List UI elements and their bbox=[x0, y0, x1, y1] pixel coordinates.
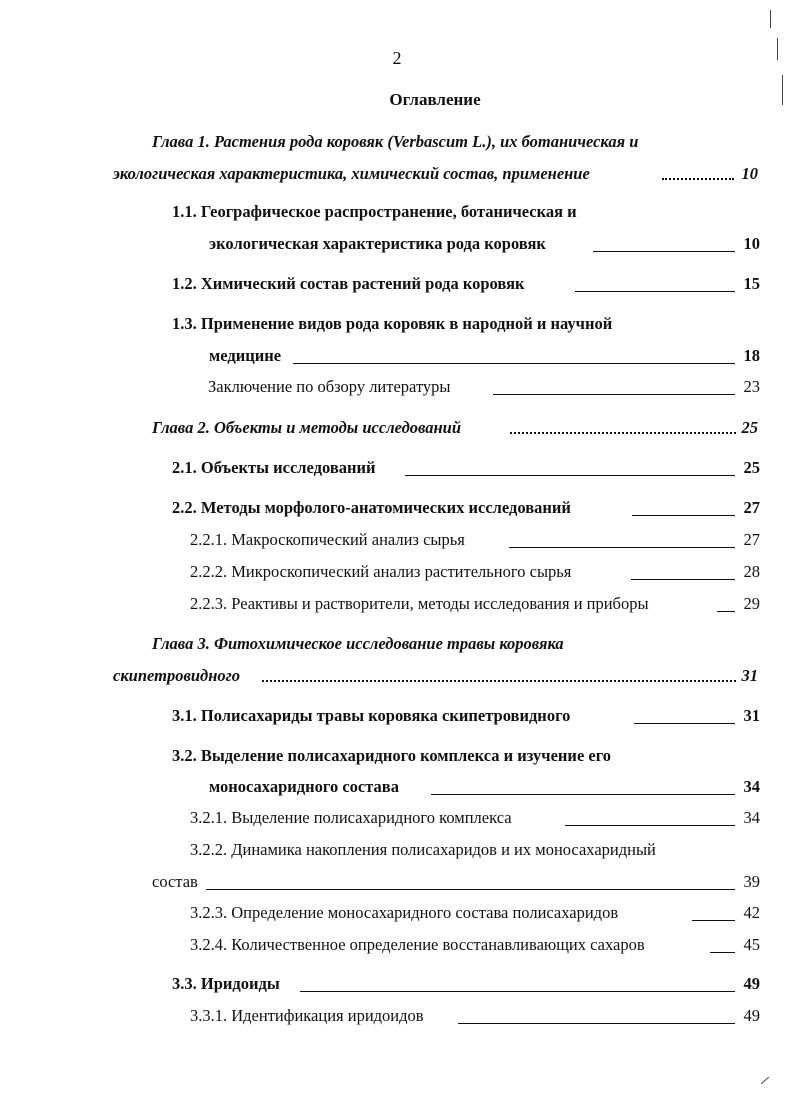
toc-section-1-3-line-2[interactable]: медицине bbox=[209, 346, 282, 365]
leader-line bbox=[293, 363, 735, 364]
toc-page-number: 23 bbox=[743, 377, 760, 396]
toc-page-number: 49 bbox=[743, 1006, 760, 1025]
toc-page-number: 25 bbox=[743, 458, 760, 477]
toc-subsection-3-2-4[interactable]: 3.2.4. Количественное определение восстанавливающих сахаров bbox=[190, 935, 645, 954]
leader-line bbox=[431, 794, 735, 795]
toc-page-number: 31 bbox=[743, 706, 760, 725]
toc-subsection-3-2-2-line-2[interactable]: состав bbox=[152, 872, 198, 891]
leader-line bbox=[565, 825, 735, 826]
toc-subsection-2-2-3[interactable]: 2.2.3. Реактивы и растворители, методы исследования и приборы bbox=[190, 594, 649, 613]
toc-page-number: 31 bbox=[741, 666, 758, 685]
toc-chapter-1-line-2[interactable]: экологическая характеристика, химический состав, применение bbox=[113, 164, 590, 183]
toc-section-3-2-line-2[interactable]: моносахаридного состава bbox=[209, 777, 399, 796]
toc-subsection-3-2-3[interactable]: 3.2.3. Определение моносахаридного состава полисахаридов bbox=[190, 903, 619, 922]
toc-subsection-3-2-1[interactable]: 3.2.1. Выделение полисахаридного комплекса bbox=[190, 808, 512, 827]
toc-page-number: 27 bbox=[743, 498, 760, 517]
toc-subsection-3-3-1[interactable]: 3.3.1. Идентификация иридоидов bbox=[190, 1006, 424, 1025]
leader-line bbox=[300, 991, 735, 992]
leader-line bbox=[593, 251, 735, 252]
toc-page-number: 34 bbox=[743, 808, 760, 827]
toc-section-1-3-line-1[interactable]: 1.3. Применение видов рода коровяк в народной и научной bbox=[172, 314, 613, 333]
leader-line bbox=[575, 291, 735, 292]
toc-page-number: 39 bbox=[743, 872, 760, 891]
leader-line bbox=[405, 475, 735, 476]
toc-chapter-1-line-1[interactable]: Глава 1. Растения рода коровяк (Verbascum L.), их ботаническая и bbox=[152, 132, 639, 151]
toc-subsection-2-2-2[interactable]: 2.2.2. Микроскопический анализ растительного сырья bbox=[190, 562, 572, 581]
toc-subsection-3-2-2-line-1[interactable]: 3.2.2. Динамика накопления полисахаридов и их моносахаридный bbox=[190, 840, 656, 859]
toc-page-number: 10 bbox=[741, 164, 758, 183]
toc-page-number: 15 bbox=[743, 274, 760, 293]
toc-page-number: 49 bbox=[743, 974, 760, 993]
toc-section-1-1-line-1[interactable]: 1.1. Географическое распространение, ботаническая и bbox=[172, 202, 577, 221]
toc-conclusion[interactable]: Заключение по обзору литературы bbox=[208, 377, 451, 396]
scan-mark bbox=[761, 1077, 769, 1084]
page-number: 2 bbox=[392, 48, 402, 68]
toc-page-number: 42 bbox=[743, 903, 760, 922]
toc-section-3-1[interactable]: 3.1. Полисахариды травы коровяка скипетровидного bbox=[172, 706, 571, 725]
toc-section-3-2-line-1[interactable]: 3.2. Выделение полисахаридного комплекса и изучение его bbox=[172, 746, 612, 765]
leader-line bbox=[509, 547, 735, 548]
scan-mark bbox=[782, 75, 783, 105]
toc-page-number: 27 bbox=[743, 530, 760, 549]
toc-page-number: 18 bbox=[743, 346, 760, 365]
toc-chapter-3-line-2[interactable]: скипетровидного bbox=[113, 666, 240, 685]
dot-leader bbox=[262, 680, 736, 682]
toc-section-1-1-line-2[interactable]: экологическая характеристика рода коровяк bbox=[209, 234, 546, 253]
toc-subsection-2-2-1[interactable]: 2.2.1. Макроскопический анализ сырья bbox=[190, 530, 465, 549]
toc-chapter-2[interactable]: Глава 2. Объекты и методы исследований bbox=[152, 418, 462, 437]
toc-page-number: 29 bbox=[743, 594, 760, 613]
scan-mark bbox=[770, 10, 771, 28]
toc-page-number: 25 bbox=[741, 418, 758, 437]
toc-section-2-2[interactable]: 2.2. Методы морфолого-анатомических исследований bbox=[172, 498, 571, 517]
leader-line bbox=[493, 394, 735, 395]
toc-page-number: 45 bbox=[743, 935, 760, 954]
toc-page-number: 10 bbox=[743, 234, 760, 253]
toc-section-3-3[interactable]: 3.3. Иридоиды bbox=[172, 974, 280, 993]
scan-mark bbox=[777, 38, 778, 60]
page-title: Оглавление bbox=[389, 90, 481, 109]
toc-section-2-1[interactable]: 2.1. Объекты исследований bbox=[172, 458, 376, 477]
toc-page-number: 28 bbox=[743, 562, 760, 581]
dot-leader bbox=[510, 432, 736, 434]
leader-line bbox=[458, 1023, 735, 1024]
toc-section-1-2[interactable]: 1.2. Химический состав растений рода коровяк bbox=[172, 274, 525, 293]
leader-line bbox=[206, 889, 735, 890]
toc-page-number: 34 bbox=[743, 777, 760, 796]
toc-chapter-3-line-1[interactable]: Глава 3. Фитохимическое исследование травы коровяка bbox=[152, 634, 564, 653]
